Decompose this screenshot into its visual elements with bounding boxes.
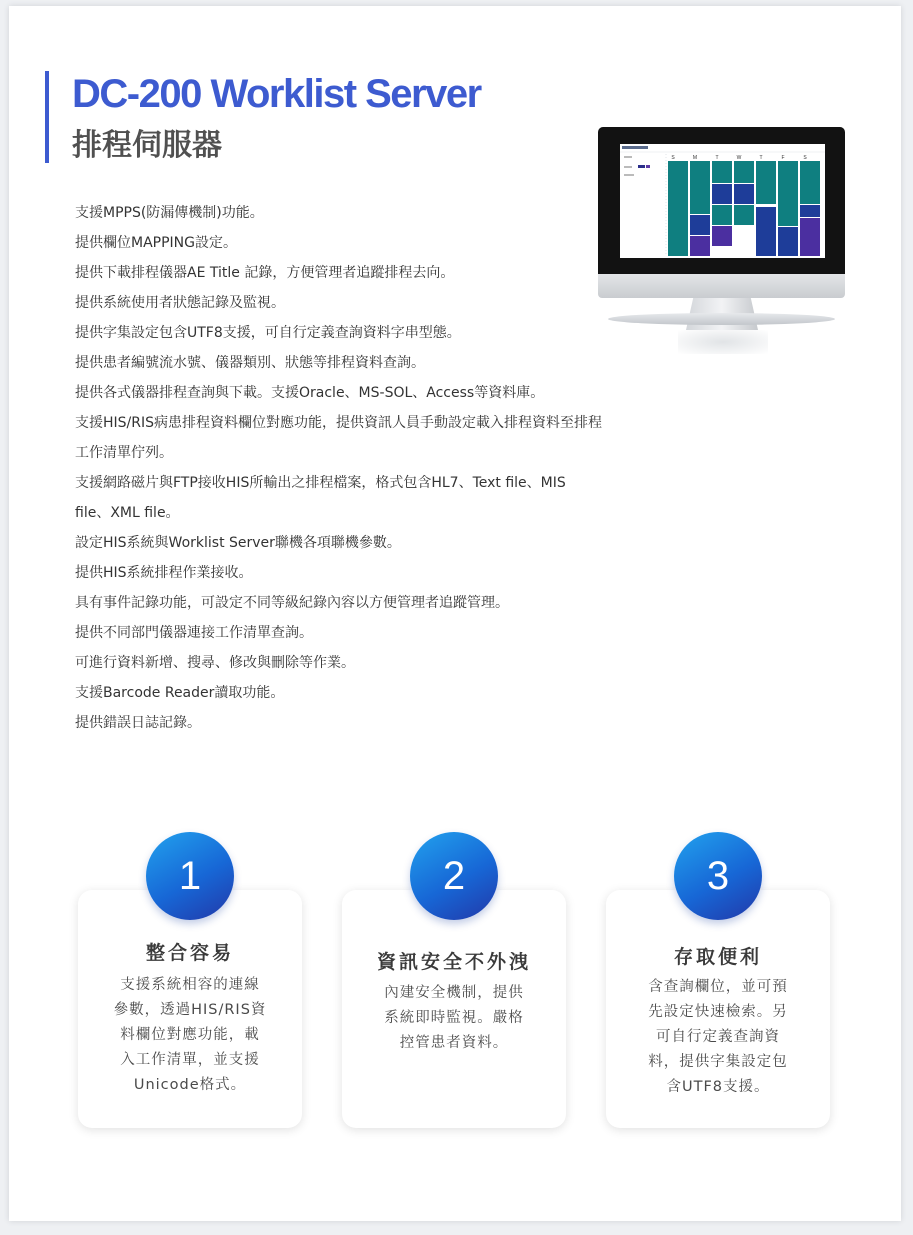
description-line: 控管患者資料。	[399, 1035, 509, 1051]
description-line: 參數，透過HIS/RIS資	[113, 1002, 267, 1018]
description-line: 含UTF8支援。	[666, 1079, 770, 1095]
page-title: DC-200 Worklist Server	[72, 72, 481, 116]
weekday-label: F	[781, 155, 785, 161]
schedule-block	[734, 161, 754, 183]
schedule-block	[712, 161, 732, 183]
sidebar-label	[624, 166, 632, 168]
step-number-badge: 3	[674, 832, 762, 920]
schedule-block	[756, 207, 776, 256]
step-number-badge: 2	[410, 832, 498, 920]
feature-item: 提供患者編號流水號、儀器類別、狀態等排程資料查詢。	[75, 355, 425, 371]
weekday-label: W	[736, 155, 742, 161]
app-logo	[622, 146, 648, 149]
feature-item: 提供系統使用者狀態記錄及監視。	[75, 295, 285, 311]
sidebar-label	[624, 156, 632, 158]
feature-item: 支援MPPS(防漏傳機制)功能。	[75, 205, 264, 221]
schedule-block	[800, 205, 820, 217]
monitor-reflection	[678, 330, 768, 354]
schedule-block	[734, 184, 754, 204]
weekday-label: T	[715, 155, 719, 161]
monitor-illustration	[598, 127, 845, 357]
feature-card-title: 整合容易	[145, 942, 234, 964]
description-line: 支援系統相容的連線	[120, 977, 260, 993]
description-line: 料，提供字集設定包	[648, 1054, 788, 1070]
monitor-base	[608, 313, 835, 325]
feature-item: 設定HIS系統與Worklist Server聯機各項聯機參數。	[75, 535, 401, 551]
schedule-block	[712, 184, 732, 204]
feature-card-description	[634, 975, 802, 1100]
sidebar-label	[624, 174, 634, 176]
description-line: 料欄位對應功能，載	[120, 1027, 260, 1043]
feature-item: 支援HIS/RIS病患排程資料欄位對應功能，提供資訊人員手動設定載入排程資料至排程工作清單佇列。	[75, 415, 603, 461]
monitor-bezel	[598, 127, 845, 274]
description-line: 先設定快速檢索。另	[648, 1004, 788, 1020]
feature-card-description	[370, 981, 538, 1056]
schedule-block	[712, 205, 732, 225]
schedule-block	[690, 236, 710, 256]
weekday-label: S	[803, 155, 807, 161]
page-subtitle: 排程伺服器	[72, 128, 222, 163]
schedule-calendar-mockup	[620, 144, 825, 258]
schedule-block	[668, 161, 688, 256]
weekday-label: S	[671, 155, 675, 161]
schedule-block	[690, 161, 710, 214]
feature-item: 提供字集設定包含UTF8支援，可自行定義查詢資料字串型態。	[75, 325, 461, 341]
feature-item: 支援Barcode Reader讀取功能。	[75, 685, 285, 701]
schedule-block	[756, 161, 776, 204]
schedule-block	[712, 226, 732, 246]
description-line: Unicode格式。	[133, 1077, 247, 1093]
feature-item: 可進行資料新增、搜尋、修改與刪除等作業。	[75, 655, 355, 671]
description-line: 入工作清單，並支援	[120, 1052, 260, 1068]
feature-item: 提供HIS系統排程作業接收。	[75, 565, 253, 581]
title-accent-bar	[45, 71, 49, 163]
weekday-label: T	[759, 155, 763, 161]
schedule-block	[778, 227, 798, 256]
feature-item: 提供各式儀器排程查詢與下載。支援Oracle、MS-SOL、Access等資料庫。	[75, 385, 545, 401]
feature-card-title: 存取便利	[673, 946, 762, 968]
feature-item: 支援網路磁片與FTP接收HIS所輸出之排程檔案，格式包含HL7、Text file、MIS file、XML file。	[75, 475, 566, 521]
description-line: 內建安全機制，提供	[384, 985, 524, 1001]
feature-item: 具有事件記錄功能，可設定不同等級紀錄內容以方便管理者追蹤管理。	[75, 595, 509, 611]
schedule-block	[800, 218, 820, 256]
feature-card-description	[106, 973, 274, 1098]
step-number-badge: 1	[146, 832, 234, 920]
monitor-screen	[620, 144, 825, 258]
sidebar-button	[646, 165, 650, 168]
schedule-block	[800, 161, 820, 204]
schedule-block	[690, 215, 710, 235]
schedule-block	[778, 161, 798, 226]
feature-item: 提供錯誤日誌記錄。	[75, 715, 201, 731]
feature-card-title: 資訊安全不外洩	[376, 951, 531, 973]
monitor-chin	[598, 274, 845, 298]
feature-item: 提供不同部門儀器連接工作清單查詢。	[75, 625, 313, 641]
description-line: 系統即時監視。嚴格	[384, 1010, 524, 1026]
sidebar-button	[638, 165, 645, 168]
description-line: 含查詢欄位，並可預	[648, 979, 788, 995]
weekday-label: M	[692, 155, 698, 161]
feature-card-2	[342, 890, 566, 1128]
feature-item: 提供下載排程儀器AE Title 記錄，方便管理者追蹤排程去向。	[75, 265, 455, 281]
feature-list	[75, 198, 605, 738]
schedule-block	[734, 205, 754, 225]
feature-item: 提供欄位MAPPING設定。	[75, 235, 237, 251]
feature-card-3	[606, 890, 830, 1128]
feature-card-1	[78, 890, 302, 1128]
description-line: 可自行定義查詢資	[656, 1029, 780, 1045]
